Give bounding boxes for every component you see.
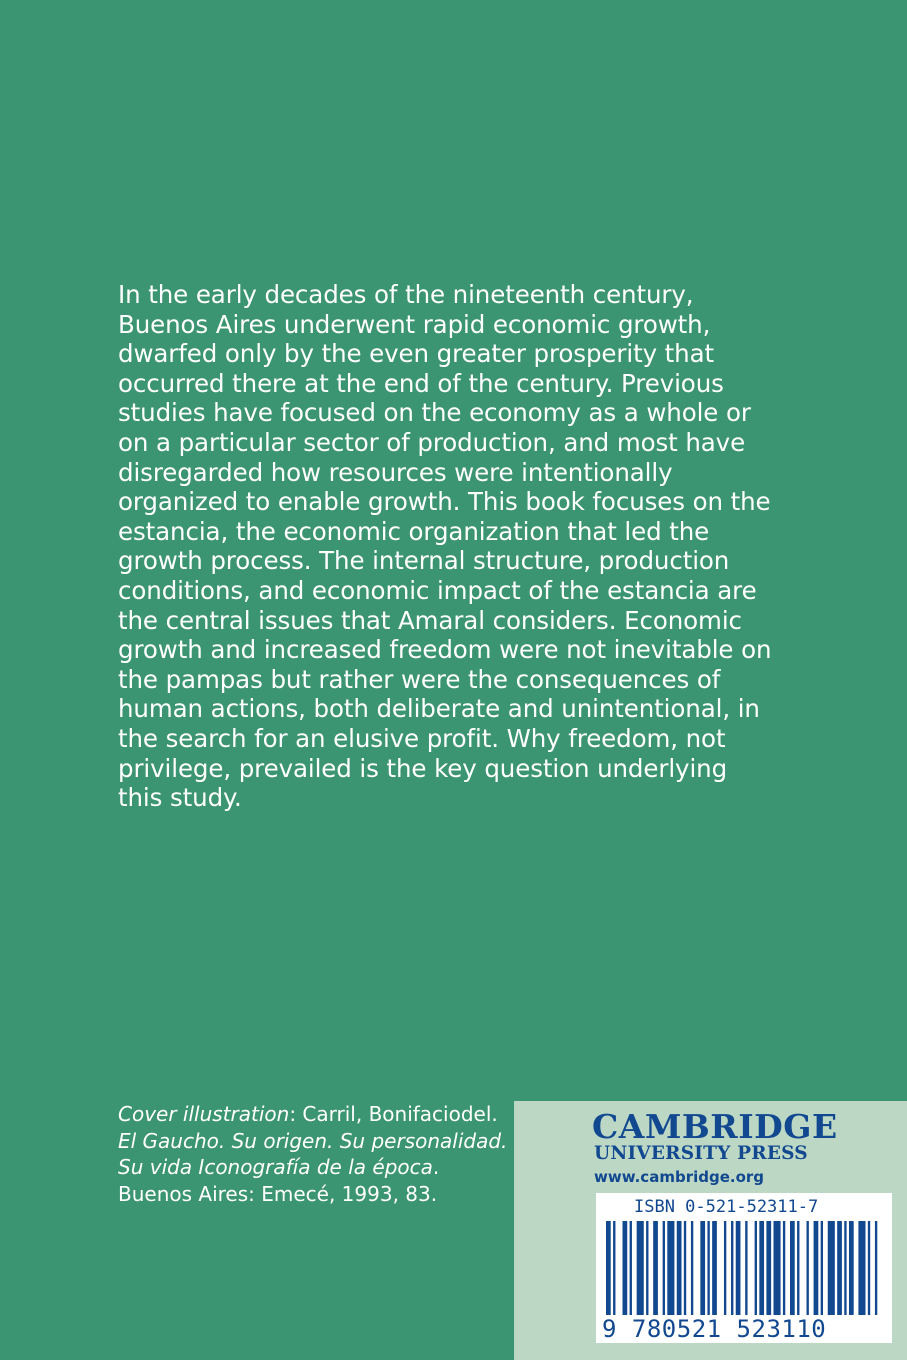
publisher-name: CAMBRIDGE bbox=[592, 1107, 838, 1146]
credit-title: El Gaucho. Su origen. Su personalidad. Su vida Iconografía de la época bbox=[118, 1128, 508, 1179]
publisher-panel bbox=[514, 1101, 907, 1360]
credit-label: Cover illustration bbox=[118, 1102, 290, 1126]
barcode-block bbox=[596, 1193, 892, 1343]
publisher-url: www.cambridge.org bbox=[594, 1168, 765, 1186]
credit-author: : Carril, Bonifaciodel. bbox=[289, 1102, 498, 1126]
isbn-label: ISBN 0-521-52311-7 bbox=[634, 1197, 819, 1217]
barcode-digits: 9 780521 523110 bbox=[602, 1315, 827, 1343]
publisher-subtitle: UNIVERSITY PRESS bbox=[594, 1143, 808, 1164]
cover-illustration-credit bbox=[118, 1101, 508, 1207]
barcode-icon bbox=[606, 1221, 882, 1315]
credit-publication: Buenos Aires: Emecé, 1993, 83. bbox=[118, 1181, 438, 1206]
credit-title-end: . bbox=[432, 1155, 440, 1179]
book-description: In the early decades of the nineteenth century, Buenos Aires underwent rapid economic growth, dwarfed only by the even greater prosperity that occurred there at the end of the century. Previous studies have focused on the economy as a whole or on a particular sector of production, and most have disregarded how resources were intentionally organized to enable growth. This book focuses on the estancia, the economic organization that led the growth process. The internal structure, production conditions, and economic impact of the estancia are the central issues that Amaral considers. Economic growth and increased freedom were not inevitable on the pampas but rather were the consequences of human actions, both deliberate and unintentional, in the search for an elusive profit. Why freedom, not privilege, prevailed is the key question underlying this study. bbox=[118, 280, 772, 813]
